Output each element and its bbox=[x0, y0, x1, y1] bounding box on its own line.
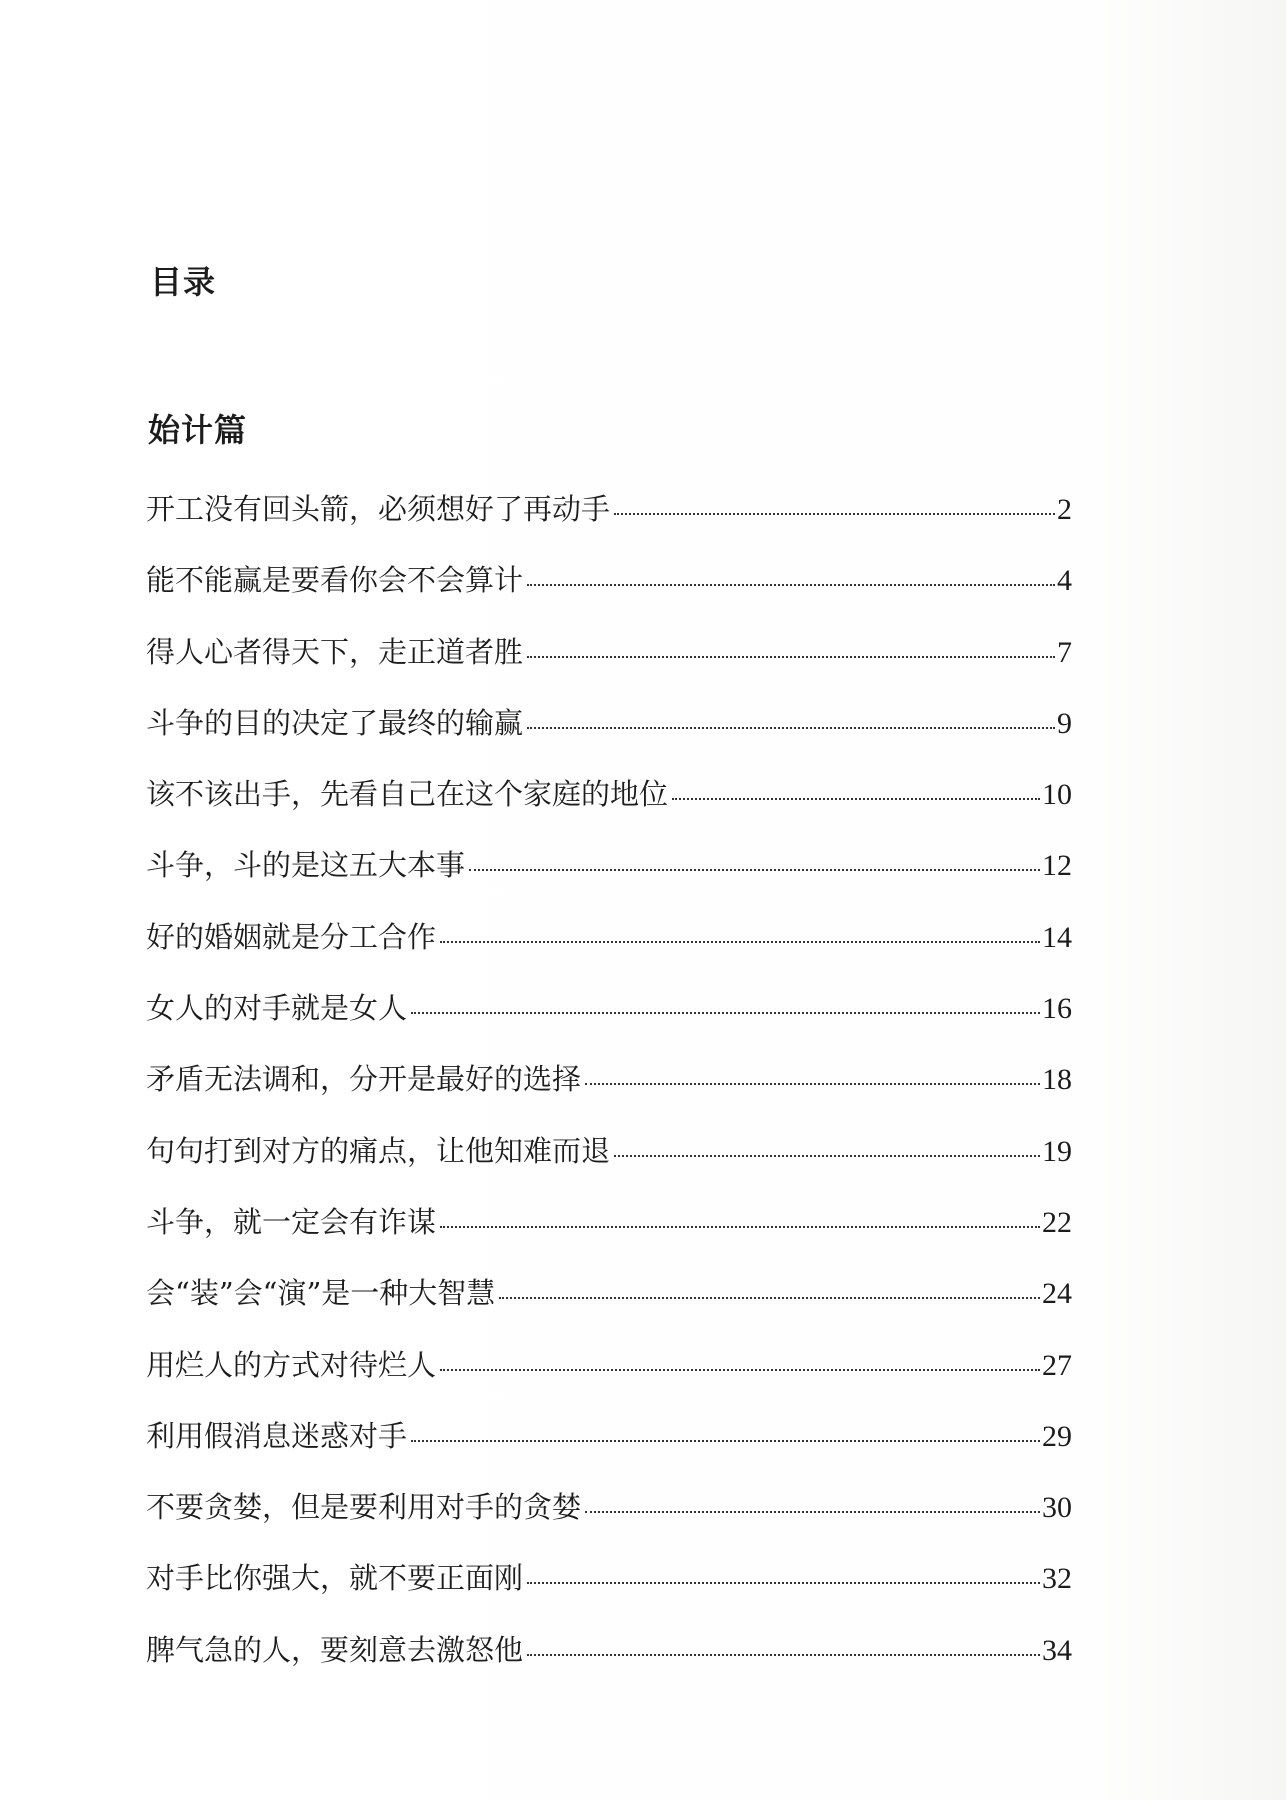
entry-title: 句句打到对方的痛点，让他知难而退 bbox=[146, 1133, 611, 1168]
entry-title: 用烂人的方式对待烂人 bbox=[146, 1347, 437, 1382]
dot-leader bbox=[527, 727, 1055, 729]
dot-leader bbox=[411, 1012, 1040, 1014]
entry-title: 女人的对手就是女人 bbox=[146, 991, 408, 1026]
entry-page-number: 9 bbox=[1057, 706, 1072, 740]
dot-leader bbox=[527, 584, 1055, 586]
dot-leader bbox=[469, 869, 1040, 871]
entry-page-number: 2 bbox=[1057, 493, 1072, 526]
entry-page-number: 34 bbox=[1042, 1633, 1072, 1667]
toc-list bbox=[146, 474, 1072, 1686]
entry-title: 好的婚姻就是分工合作 bbox=[146, 919, 437, 954]
entry-page-number: 19 bbox=[1042, 1134, 1072, 1168]
toc-entry[interactable] bbox=[146, 1330, 1072, 1401]
toc-entry[interactable] bbox=[146, 688, 1072, 759]
dot-leader bbox=[527, 1654, 1040, 1656]
entry-title: 开工没有回头箭，必须想好了再动手 bbox=[146, 492, 611, 526]
toc-entry[interactable] bbox=[146, 1258, 1072, 1329]
entry-page-number: 12 bbox=[1042, 849, 1072, 883]
toc-entry[interactable] bbox=[146, 545, 1072, 616]
entry-title: 不要贪婪，但是要利用对手的贪婪 bbox=[146, 1490, 582, 1525]
entry-page-number: 24 bbox=[1042, 1277, 1072, 1311]
entry-title: 斗争的目的决定了最终的输赢 bbox=[146, 705, 524, 740]
toc-entry[interactable] bbox=[146, 1401, 1072, 1472]
dot-leader bbox=[499, 1297, 1040, 1299]
toc-entry[interactable] bbox=[146, 759, 1072, 830]
entry-page-number: 29 bbox=[1042, 1419, 1072, 1453]
entry-page-number: 32 bbox=[1042, 1562, 1072, 1596]
entry-title: 脾气急的人，要刻意去激怒他 bbox=[146, 1632, 524, 1667]
entry-page-number: 7 bbox=[1057, 635, 1072, 669]
dot-leader bbox=[527, 1582, 1040, 1584]
entry-title: 该不该出手，先看自己在这个家庭的地位 bbox=[146, 777, 669, 812]
entry-title: 会“装”会“演”是一种大智慧 bbox=[146, 1276, 496, 1311]
toc-entry[interactable] bbox=[146, 1044, 1072, 1115]
entry-title: 能不能赢是要看你会不会算计 bbox=[146, 563, 524, 598]
toc-heading: 目录 bbox=[150, 263, 217, 301]
dot-leader bbox=[585, 1511, 1040, 1513]
entry-title: 矛盾无法调和，分开是最好的选择 bbox=[146, 1062, 582, 1097]
dot-leader bbox=[440, 1226, 1040, 1228]
dot-leader bbox=[440, 941, 1040, 943]
toc-entry[interactable] bbox=[146, 1543, 1072, 1614]
entry-title: 斗争，就一定会有诈谋 bbox=[146, 1204, 437, 1239]
entry-page-number: 27 bbox=[1042, 1348, 1072, 1382]
toc-entry[interactable] bbox=[146, 830, 1072, 901]
entry-page-number: 22 bbox=[1042, 1205, 1072, 1239]
toc-entry[interactable] bbox=[146, 617, 1072, 688]
entry-page-number: 18 bbox=[1042, 1063, 1072, 1097]
entry-title: 得人心者得天下，走正道者胜 bbox=[146, 634, 524, 669]
toc-entry[interactable] bbox=[146, 1187, 1072, 1258]
toc-entry[interactable] bbox=[146, 1116, 1072, 1187]
toc-entry[interactable] bbox=[146, 474, 1072, 545]
section-heading: 始计篇 bbox=[148, 411, 248, 449]
dot-leader bbox=[440, 1369, 1040, 1371]
dot-leader bbox=[585, 1083, 1040, 1085]
entry-page-number: 14 bbox=[1042, 920, 1072, 954]
entry-page-number: 4 bbox=[1057, 564, 1072, 598]
toc-entry[interactable] bbox=[146, 973, 1072, 1044]
entry-title: 利用假消息迷惑对手 bbox=[146, 1418, 408, 1453]
toc-entry[interactable] bbox=[146, 1472, 1072, 1543]
dot-leader bbox=[614, 1155, 1040, 1157]
dot-leader bbox=[411, 1440, 1040, 1442]
toc-entry[interactable] bbox=[146, 902, 1072, 973]
toc-entry[interactable] bbox=[146, 1615, 1072, 1686]
dot-leader bbox=[672, 798, 1040, 800]
entry-title: 对手比你强大，就不要正面刚 bbox=[146, 1561, 524, 1596]
entry-title: 斗争，斗的是这五大本事 bbox=[146, 848, 466, 883]
entry-page-number: 30 bbox=[1042, 1491, 1072, 1525]
entry-page-number: 10 bbox=[1042, 778, 1072, 812]
dot-leader bbox=[527, 656, 1055, 658]
entry-page-number: 16 bbox=[1042, 992, 1072, 1026]
dot-leader bbox=[614, 513, 1055, 515]
